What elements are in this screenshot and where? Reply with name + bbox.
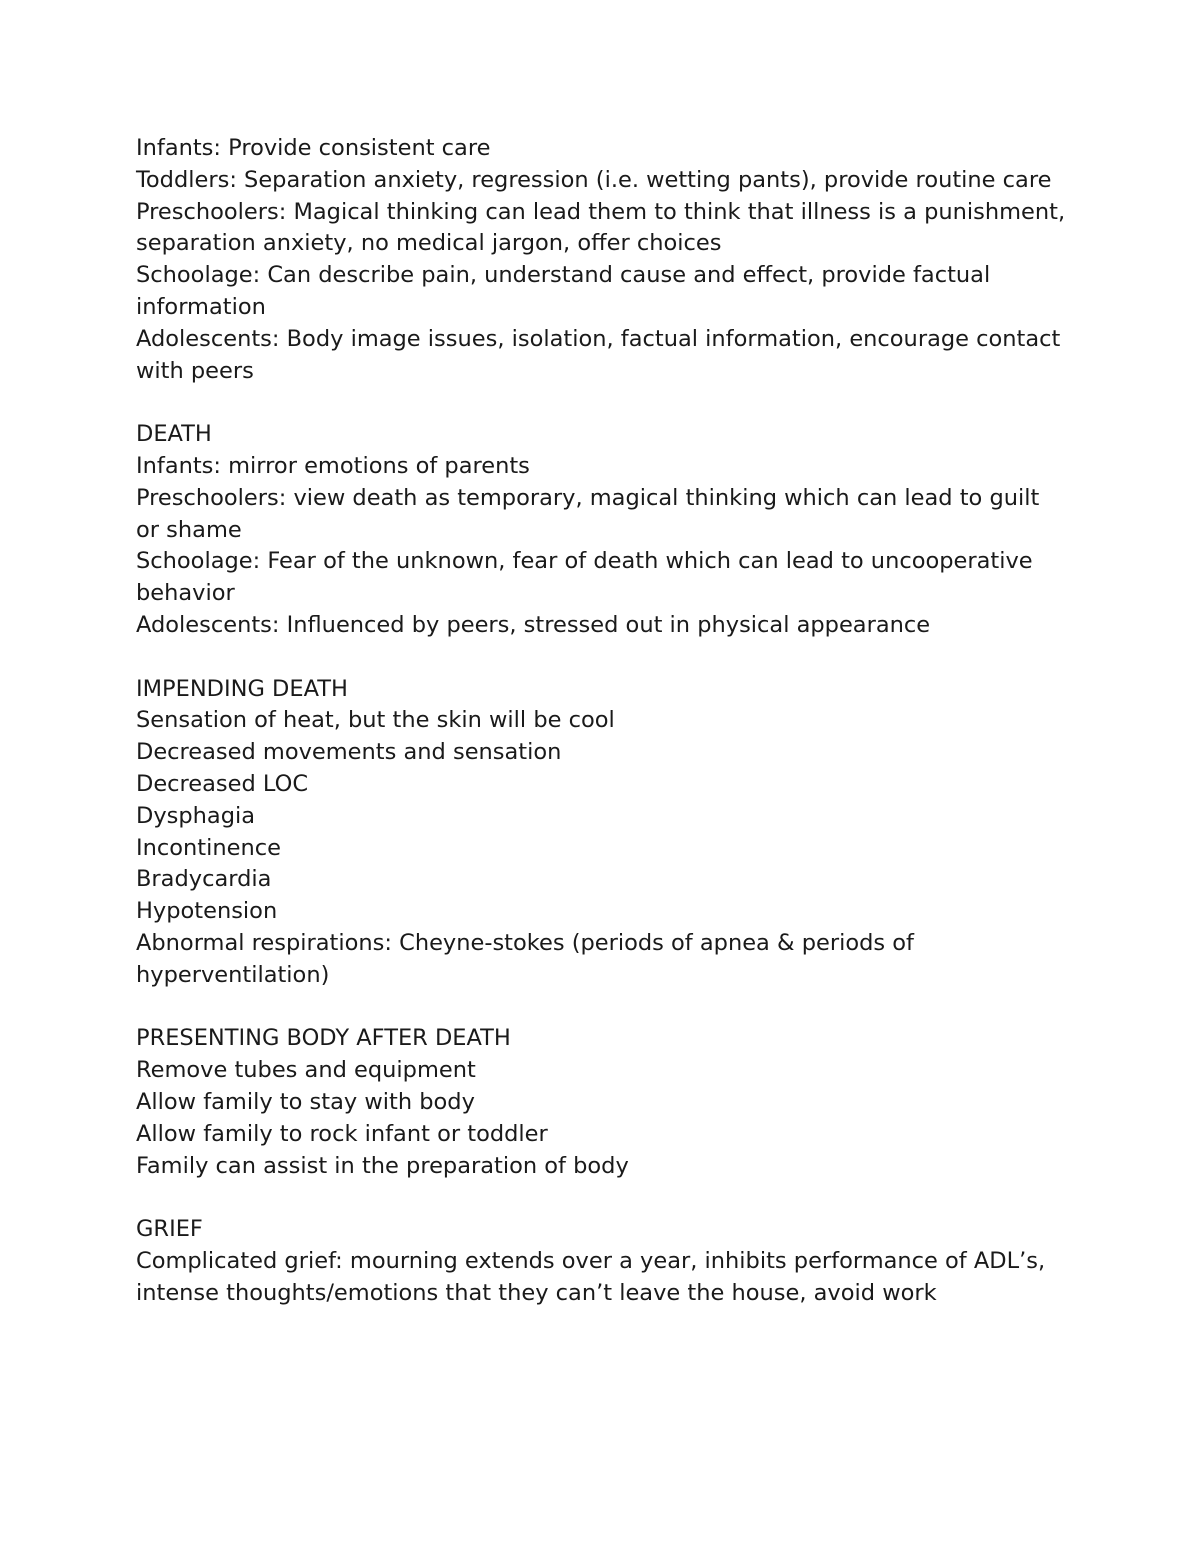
death-line-preschoolers: Preschoolers: view death as temporary, magical thinking which can lead to guilt or shame <box>136 484 1040 543</box>
presenting-body-line: Allow family to rock infant or toddler <box>136 1120 548 1147</box>
intro-line-toddlers: Toddlers: Separation anxiety, regression (i.e. wetting pants), provide routine care <box>136 166 1052 193</box>
spacer <box>136 1182 1066 1214</box>
impending-death-line: Bradycardia <box>136 866 272 893</box>
spacer <box>136 992 1066 1024</box>
section-grief <box>136 1214 1066 1309</box>
death-line-schoolage: Schoolage: Fear of the unknown, fear of death which can lead to uncooperative behavior <box>136 548 1033 607</box>
intro-line-schoolage: Schoolage: Can describe pain, understand cause and effect, provide factual information <box>136 262 991 320</box>
impending-death-line: Decreased movements and sensation <box>136 739 562 766</box>
impending-death-line: Hypotension <box>136 898 278 925</box>
intro-line-preschoolers: Preschoolers: Magical thinking can lead them to think that illness is a punishment, separation anxiety, no medical jargon, offer choices <box>136 198 1066 257</box>
impending-death-line: Dysphagia <box>136 802 256 829</box>
impending-death-line: Decreased LOC <box>136 770 309 797</box>
spacer <box>136 642 1066 674</box>
grief-line: Complicated grief: mourning extends over a year, inhibits performance of ADL’s, intense thoughts/emotions that they can’t leave the house, avoid work <box>136 1247 1046 1306</box>
section-death <box>136 419 1066 642</box>
impending-death-line: Abnormal respirations: Cheyne-stokes (periods of apnea & periods of hyperventilation) <box>136 929 914 988</box>
death-line-infants: Infants: mirror emotions of parents <box>136 452 530 479</box>
intro-line-infants: Infants: Provide consistent care <box>136 135 491 161</box>
impending-death-line: Incontinence <box>136 834 281 861</box>
spacer <box>136 387 1066 419</box>
section-intro <box>136 133 1066 387</box>
section-presenting-body <box>136 1023 1066 1182</box>
document-page <box>136 133 1066 1309</box>
death-line-adolescents: Adolescents: Influenced by peers, stressed out in physical appearance <box>136 611 931 638</box>
presenting-body-line: Allow family to stay with body <box>136 1088 475 1115</box>
impending-death-line: Sensation of heat, but the skin will be cool <box>136 707 615 734</box>
presenting-body-line: Family can assist in the preparation of body <box>136 1152 629 1179</box>
death-heading: DEATH <box>136 421 212 448</box>
intro-line-adolescents: Adolescents: Body image issues, isolation, factual information, encourage contact with peers <box>136 325 1061 384</box>
impending-death-heading: IMPENDING DEATH <box>136 675 348 702</box>
grief-heading: GRIEF <box>136 1216 203 1243</box>
presenting-body-line: Remove tubes and equipment <box>136 1057 476 1084</box>
section-impending-death <box>136 674 1066 992</box>
presenting-body-heading: PRESENTING BODY AFTER DEATH <box>136 1025 511 1052</box>
